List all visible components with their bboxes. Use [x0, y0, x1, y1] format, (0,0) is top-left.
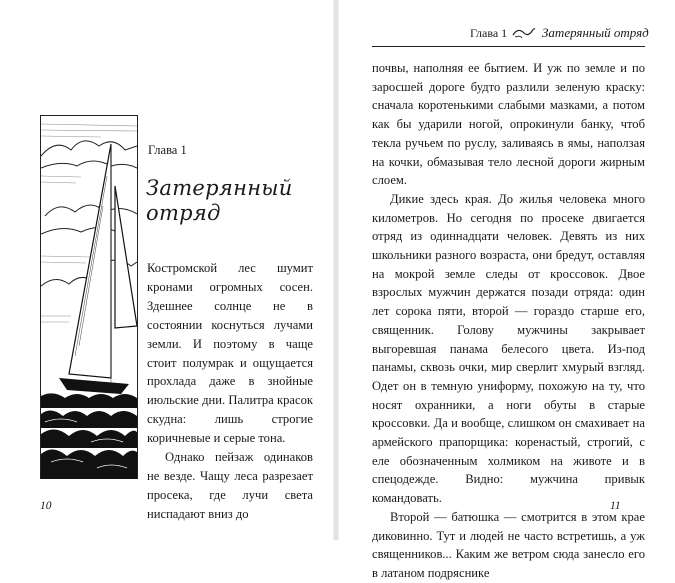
page-number-left: 10 — [40, 500, 52, 512]
sailboat-engraving-icon — [41, 116, 137, 479]
paragraph: Дикие здесь края. До жилья человека много километров. Но сегодня по просеке двигается отряд из одиннадцати человек. Девять из них школьники разного возраста, они бредут, оставляя на мокрой земле следы от кроссовок. Двое взрослых мужчин держатся позади отряда: один лет сорока пяти, второй — гораздо старше его, священник. Голову мужчины закрывает выгоревшая панама белесого цвета. Из-под панамы, сквозь очки, мир сверлит хмурый взгляд. Одет он в темную униформу, похожую на ту, что носят охранники, а ноги обуты в старые кроссовки. Да и вообще, слишком он смахивает на армейского прапорщика: коренастый, строгий, с еле обозначенным холмиком на животе и в спецодежде. Видно: мужчина привык командовать. — [372, 191, 645, 506]
paragraph: почвы, наполняя ее бытием. И уж по земле и по заросшей дороге будто разлили зеленую краску: сначала коротенькими слабыми мазками, а потом как бы ударили ногой, опрокинули банку, чтоб текла ручьем по руслу, заливаясь в ямы, наползая на кочки, обмазывая тело лесной дороги жирным слоем. — [372, 61, 645, 188]
running-head-title: Затерянный отряд — [542, 25, 649, 40]
swirl-ornament-icon — [512, 23, 536, 41]
right-body-text — [372, 59, 645, 583]
book-gutter — [333, 0, 339, 540]
sailboat-illustration — [40, 115, 138, 479]
paragraph: Костромской лес шумит кронами огромных сосен. Здешнее солнце не в состоянии коснуться лучами земли. И поэтому в чаще стоит полумрак и ощущается прохлада даже в знойные июльские дни. Палитра красок скудна: лишь строгие коричневые и серые тона. — [147, 261, 313, 446]
running-head-chapter: Глава 1 — [470, 26, 508, 40]
page-number-right: 11 — [610, 500, 621, 512]
paragraph: Второй — батюшка — смотрится в этом крае диковинно. Тут и людей не часто встретишь, а уж священников... Каким же ветром сюда занесло его в латаном подряснике — [372, 509, 645, 580]
chapter-label: Глава 1 — [148, 143, 187, 157]
left-body-text — [147, 259, 313, 524]
chapter-title: Затерянный отряд — [146, 176, 293, 225]
running-head — [470, 23, 649, 43]
paragraph: Однако пейзаж одинаков не везде. Чащу леса разрезает просека, где лучи света ниспадают вниз до — [147, 450, 313, 521]
header-rule — [372, 46, 645, 47]
